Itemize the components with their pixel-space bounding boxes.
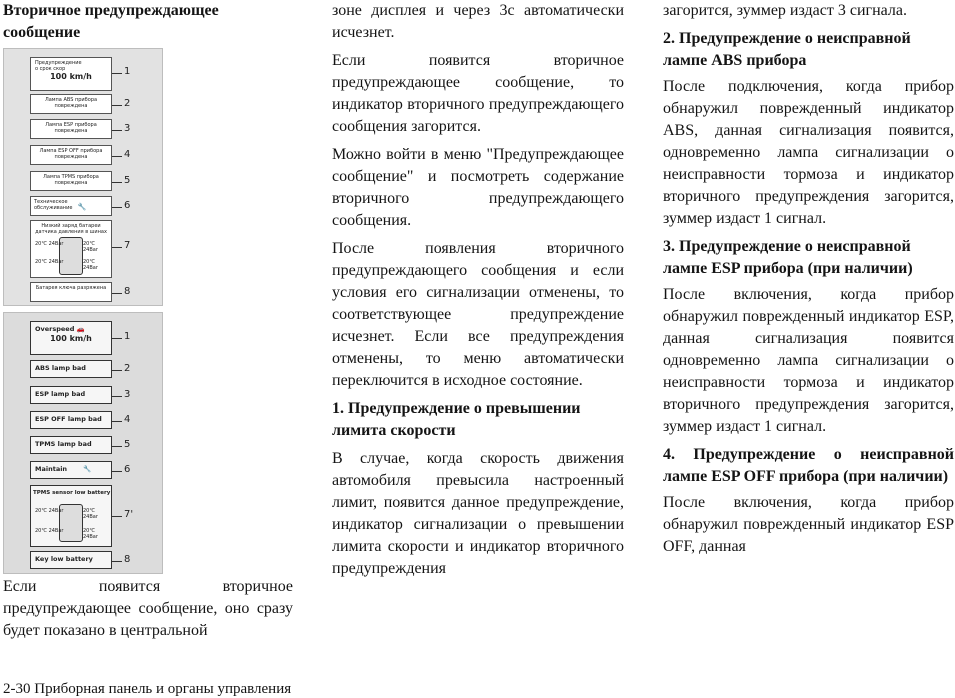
- speed-value-en: 100 km/h: [50, 334, 92, 343]
- tire-fr: 20℃ 24Bar: [83, 241, 98, 253]
- msg-abs-en: ABS lamp bad: [30, 360, 112, 378]
- msg-tpms-battery-en: [30, 485, 112, 547]
- msg-esp-en: ESP lamp bad: [30, 386, 112, 404]
- right-paragraph-3: После включения, когда прибор обнаружил поврежденный индикатор ESP, данная сигнализация появится одновременно лампа сигнализации о неисправности тормоза и индикатор вторичного предупреждения загорится, зуммер издаст 1 сигнал.: [663, 286, 954, 435]
- callout-3: 3: [124, 123, 131, 134]
- msg-overspeed-ru-line2: о срок скор: [35, 66, 66, 72]
- right-paragraph-4: После включения, когда прибор обнаружил поврежденный индикатор ESP OFF, данная: [663, 494, 954, 555]
- right-paragraph-1: загорится, зуммер издаст 3 сигнала.: [663, 2, 907, 19]
- heading-abs: 2. Предупреждение о неисправной лампе ABS прибора: [663, 30, 911, 69]
- callout-en-2: 2: [124, 363, 131, 374]
- callout-1: 1: [124, 66, 131, 77]
- page-footer: 2-30 Приборная панель и органы управления: [3, 681, 292, 697]
- tire-fl: 20℃ 24Bar: [35, 241, 64, 247]
- middle-paragraph-2: Если появится вторичное предупреждающее сообщение, то индикатор вторичного предупреждающего сообщения загорится.: [332, 52, 624, 135]
- right-column: [663, 0, 954, 564]
- middle-column: [332, 0, 624, 586]
- callout-5: 5: [124, 175, 131, 186]
- middle-paragraph-1: зоне дисплея и через 3с автоматически исчезнет.: [332, 2, 624, 41]
- msg-tpms-en: TPMS lamp bad: [30, 436, 112, 454]
- callout-en-8: 8: [124, 554, 131, 565]
- figure-english-display: [3, 312, 163, 574]
- figure-russian-display: [3, 48, 163, 306]
- msg-maintenance-ru: [30, 196, 112, 216]
- tire-en-rr: 20℃ 24Bar: [83, 528, 98, 540]
- msg-tpms-ru: Лампа TPMS прибора повреждена: [30, 171, 112, 191]
- middle-paragraph-3: Можно войти в меню "Предупреждающее сообщение" и посмотреть содержание вторичного предупреждающего сообщения.: [332, 146, 624, 229]
- callout-en-4: 4: [124, 414, 131, 425]
- msg-key-battery-en: Key low battery: [30, 551, 112, 569]
- msg-overspeed-ru: [30, 57, 112, 91]
- callout-6: 6: [124, 200, 131, 211]
- msg-overspeed-en: [30, 321, 112, 355]
- car-icon: 🚗: [76, 325, 85, 333]
- msg-abs-ru: Лампа ABS прибора повреждена: [30, 94, 112, 114]
- msg-esp-off-en: ESP OFF lamp bad: [30, 411, 112, 429]
- callout-4: 4: [124, 149, 131, 160]
- middle-paragraph-5: В случае, когда скорость движения автомобиля превысила настроенный лимит, появится данное предупреждение, индикатор сигнализации о превышении лимита скорости и индикатор вторичного предупреждения: [332, 450, 624, 577]
- maintain-label: Maintain: [35, 465, 68, 473]
- msg-key-battery-ru: Батарея ключа разряжена: [30, 282, 112, 302]
- tpms-battery-label-en: TPMS sensor low battery: [33, 490, 111, 496]
- tire-en-fr: 20℃ 24Bar: [83, 508, 98, 520]
- msg-tpms-battery-ru: [30, 220, 112, 278]
- msg-overspeed-ru-line1: Предупреждение: [35, 60, 82, 66]
- callout-en-6: 6: [124, 464, 131, 475]
- section-heading: Вторичное предупреждающее сообщение: [3, 2, 219, 41]
- left-column: [3, 0, 293, 639]
- overspeed-label: Overspeed: [35, 325, 75, 333]
- msg-esp-off-ru: Лампа ESP OFF прибора повреждена: [30, 145, 112, 165]
- tire-en-rl: 20℃ 24Bar: [35, 528, 64, 534]
- maintenance-label-ru: Техническое обслуживание: [34, 199, 73, 211]
- tpms-battery-label-ru: Низкий заряд батареи датчика давления в шинах: [35, 223, 107, 235]
- wrench-icon: 🔧: [83, 465, 92, 473]
- speed-value-ru: 100 km/h: [50, 72, 92, 81]
- middle-paragraph-4: После появления вторичного предупреждающего сообщения и если условия его сигнализации отменены, то соответствующее предупреждение исчезнет. Если все предупреждения отменены, то меню автоматически переключится в исходное состояние.: [332, 240, 624, 389]
- callout-en-3: 3: [124, 389, 131, 400]
- wrench-icon: 🔧: [77, 203, 87, 211]
- heading-esp: 3. Предупреждение о неисправной лампе ESP прибора (при наличии): [663, 238, 913, 277]
- callout-2: 2: [124, 98, 131, 109]
- heading-esp-off: 4. Предупреждение о неисправной лампе ESP OFF прибора (при наличии): [663, 446, 954, 485]
- heading-overspeed: 1. Предупреждение о превышении лимита скорости: [332, 400, 581, 439]
- callout-en-5: 5: [124, 439, 131, 450]
- msg-maintain-en: [30, 461, 112, 479]
- callout-8: 8: [124, 286, 131, 297]
- callout-en-1: 1: [124, 331, 131, 342]
- tire-en-fl: 20℃ 24Bar: [35, 508, 64, 514]
- tire-rl: 20℃ 24Bar: [35, 259, 64, 265]
- callout-7: 7: [124, 240, 131, 251]
- left-paragraph: Если появится вторичное предупреждающее сообщение, оно сразу будет показано в центральной: [3, 578, 293, 639]
- right-paragraph-2: После подключения, когда прибор обнаружил поврежденный индикатор ABS, данная сигнализация появится, одновременно лампа сигнализации о неисправности тормоза и индикатор вторичного предупреждения загорится, зуммер издаст 1 сигнал.: [663, 78, 954, 227]
- callout-en-7: 7': [124, 509, 134, 520]
- msg-esp-ru: Лампа ESP прибора повреждена: [30, 119, 112, 139]
- tire-rr: 20℃ 24Bar: [83, 259, 98, 271]
